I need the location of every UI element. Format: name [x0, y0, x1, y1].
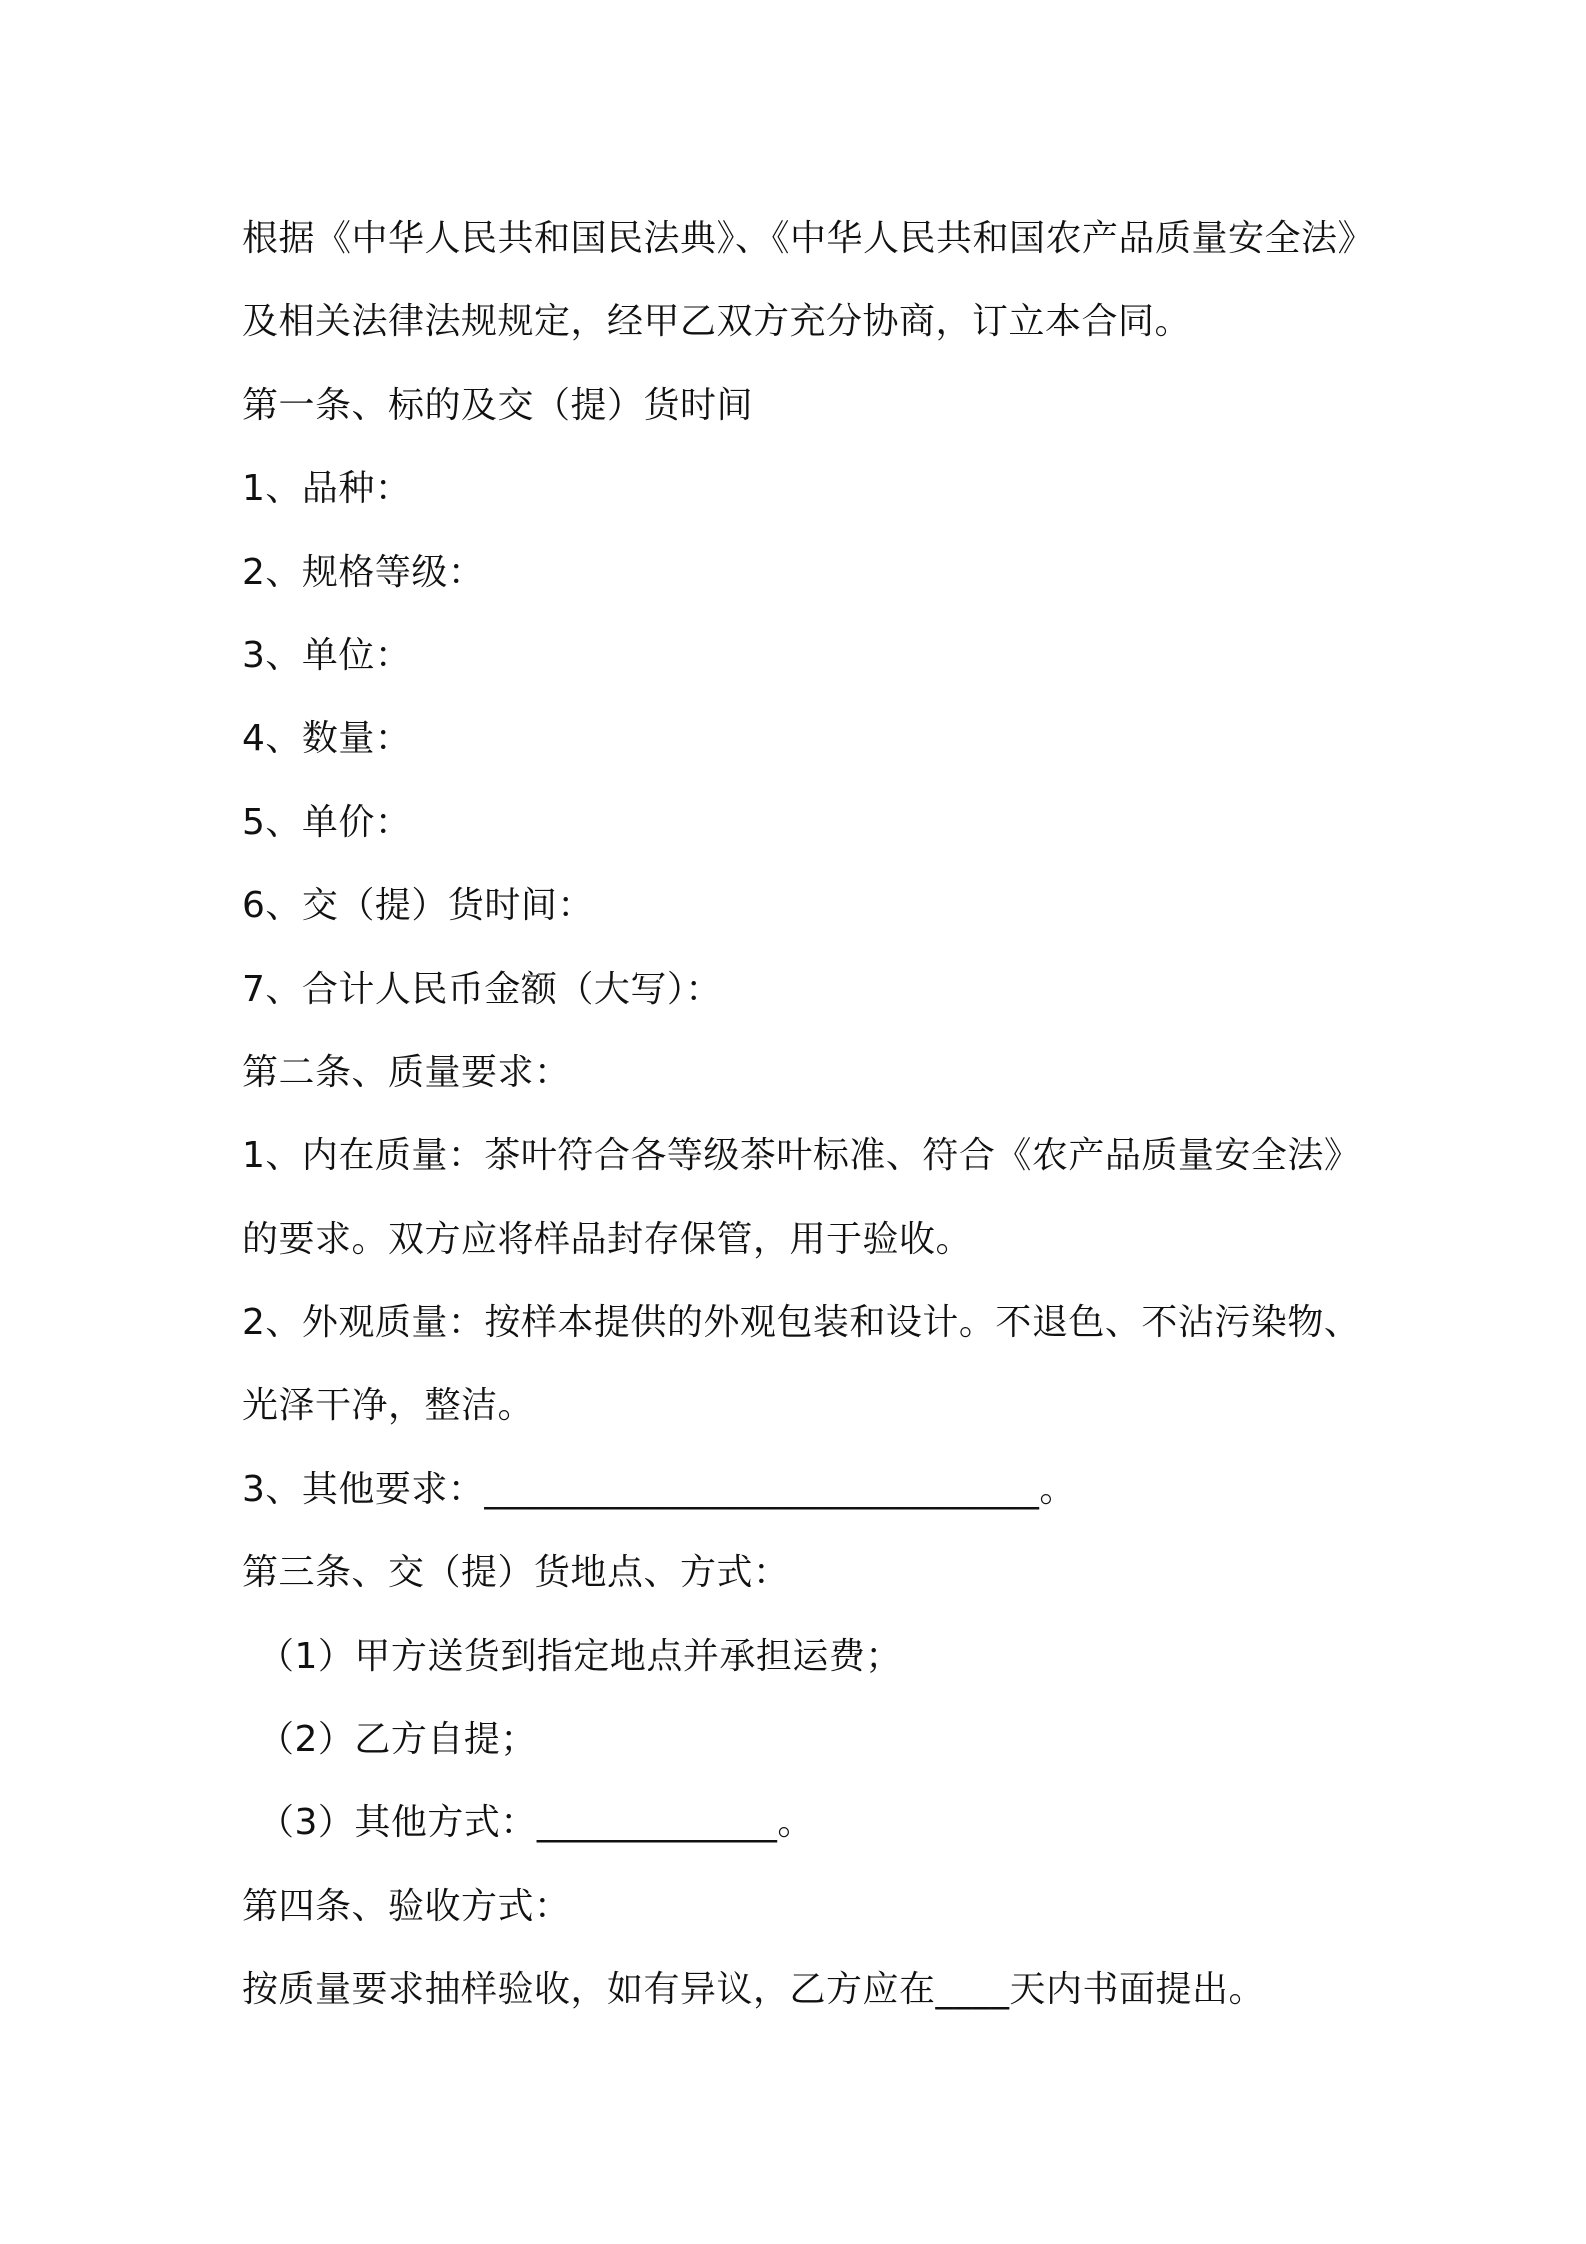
item-spec-grade: 2、规格等级： — [242, 551, 485, 593]
quality-intrinsic-line-1: 1、内在质量：茶叶符合各等级茶叶标准、符合《农产品质量安全法》 — [242, 1135, 1361, 1177]
quality-intrinsic-line-2: 的要求。双方应将样品封存保管，用于验收。 — [242, 1218, 973, 1260]
article-4-heading: 第四条、验收方式： — [242, 1885, 571, 1927]
delivery-option-2: （2）乙方自提； — [258, 1719, 537, 1761]
article-2-heading: 第二条、质量要求： — [242, 1051, 571, 1093]
quality-other: 3、其他要求：______________________________。 — [242, 1468, 1076, 1510]
item-variety: 1、品种： — [242, 468, 412, 510]
contract-body — [242, 197, 1382, 2032]
item-unit: 3、单位： — [242, 634, 412, 676]
item-unit-price: 5、单价： — [242, 801, 412, 843]
article-3-heading: 第三条、交（提）货地点、方式： — [242, 1552, 790, 1594]
quality-appearance-line-2: 光泽干净，整洁。 — [242, 1385, 535, 1427]
item-total-amount: 7、合计人民币金额（大写）： — [242, 968, 722, 1010]
item-quantity: 4、数量： — [242, 718, 412, 760]
article-1-heading: 第一条、标的及交（提）货时间 — [242, 384, 754, 426]
acceptance-clause: 按质量要求抽样验收，如有异议，乙方应在____天内书面提出。 — [242, 1969, 1266, 2011]
quality-appearance-line-1: 2、外观质量：按样本提供的外观包装和设计。不退色、不沾污染物、 — [242, 1302, 1361, 1344]
preamble-line-2: 及相关法律法规规定，经甲乙双方充分协商，订立本合同。 — [242, 301, 1192, 343]
preamble-line-1: 根据《中华人民共和国民法典》、《中华人民共和国农产品质量安全法》 — [242, 218, 1375, 259]
item-delivery-time: 6、交（提）货时间： — [242, 885, 594, 927]
delivery-option-1: （1）甲方送货到指定地点并承担运费； — [258, 1635, 902, 1677]
delivery-option-3: （3）其他方式：_____________。 — [258, 1802, 814, 1844]
